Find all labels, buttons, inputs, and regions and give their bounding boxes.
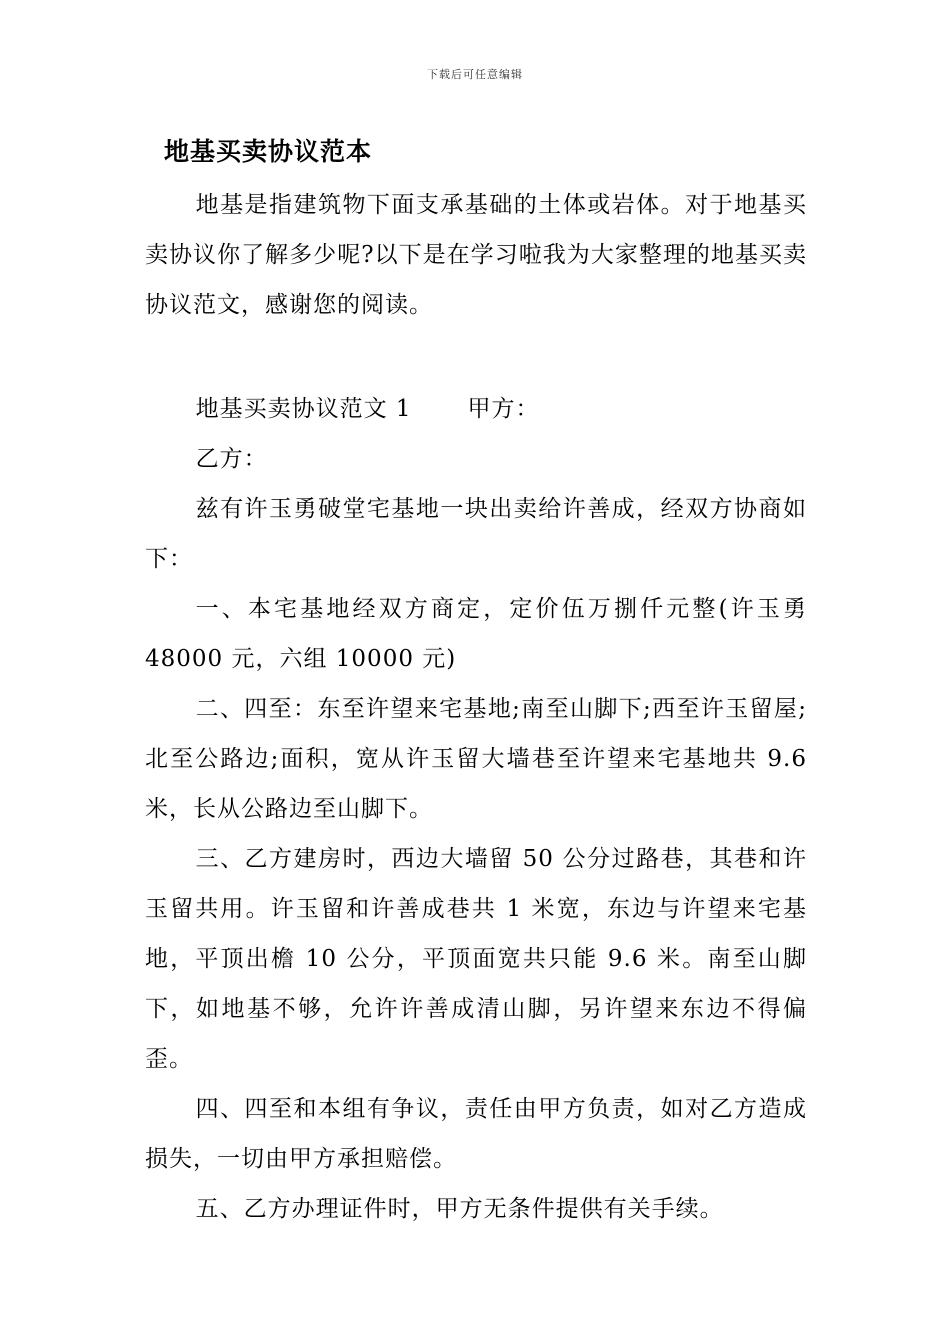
header-note: 下载后可任意编辑 (427, 68, 523, 81)
section-heading: 地基买卖协议范文 1 (195, 396, 412, 422)
party-a-label: 甲方： (467, 396, 540, 422)
paragraph-preamble: 兹有许玉勇破堂宅基地一块出卖给许善成，经双方协商如下： (145, 496, 807, 572)
section-heading-line (145, 384, 807, 434)
paragraph-clause-5: 五、乙方办理证件时，甲方无条件提供有关手续。 (195, 1196, 724, 1222)
paragraph-clause-3: 三、乙方建房时，西边大墙留 50 公分过路巷，其巷和许玉留共用。许玉留和许善成巷共 1 米宽，东边与许望来宅基地，平顶出檐 10 公分，平顶面宽共只能 9.6 米。南至山脚下，如地基不够，允许许善成清山脚，另许望来东边不得偏歪。 (145, 846, 807, 1072)
paragraph-clause-2: 二、四至：东至许望来宅基地;南至山脚下;西至许玉留屋;北至公路边;面积，宽从许玉留大墙巷至许望来宅基地共 9.6 米，长从公路边至山脚下。 (145, 696, 807, 822)
party-b-label: 乙方： (195, 446, 268, 472)
intro-paragraph: 地基是指建筑物下面支承基础的土体或岩体。对于地基买卖协议你了解多少呢?以下是在学习啦我为大家整理的地基买卖协议范文，感谢您的阅读。 (145, 192, 807, 318)
paragraph-clause-1: 一、本宅基地经双方商定，定价伍万捌仟元整(许玉勇 48000 元，六组 10000 元) (145, 596, 807, 672)
document-body (145, 180, 807, 1234)
document-title: 地基买卖协议范本 (164, 137, 373, 166)
paragraph-clause-4: 四、四至和本组有争议，责任由甲方负责，如对乙方造成损失，一切由甲方承担赔偿。 (145, 1096, 807, 1172)
